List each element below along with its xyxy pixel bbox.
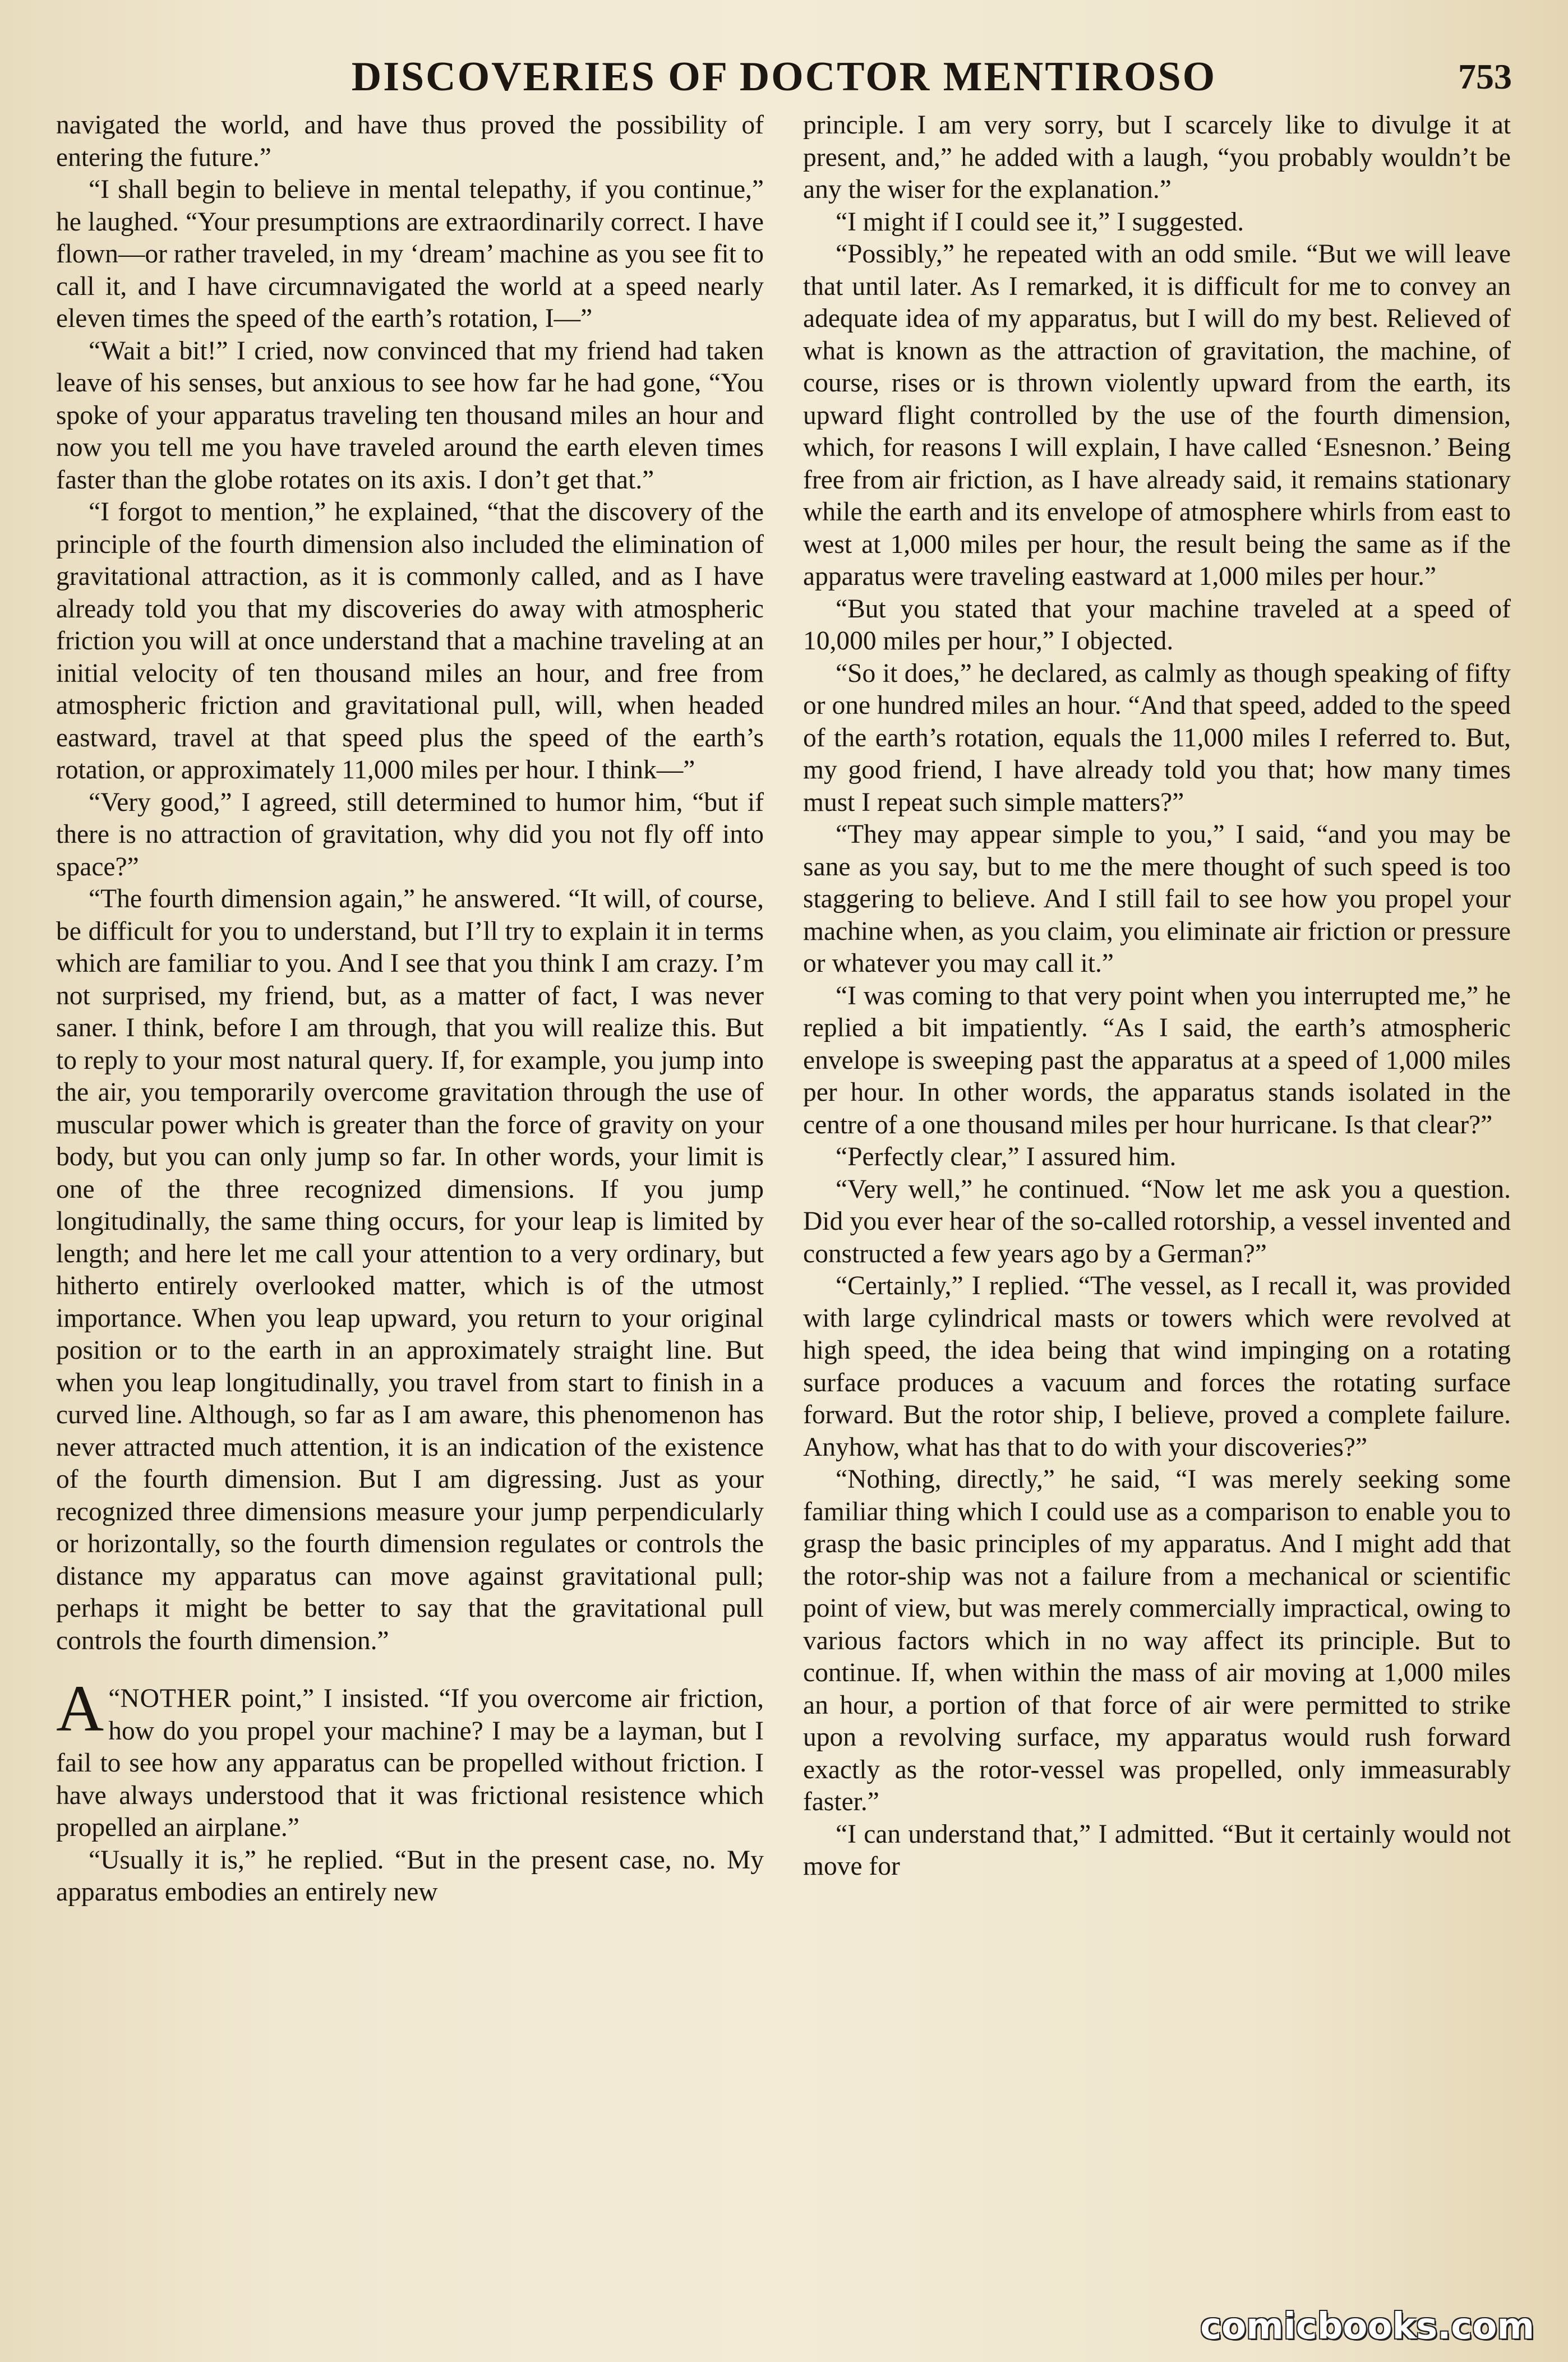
- paragraph: “Perfectly clear,” I assured him.: [836, 1142, 1177, 1171]
- paragraph: “So it does,” he declared, as calmly as though speaking of fifty or one hundred miles an hour. “And that speed, added to the speed of the earth’s rotation, equals the 11,000 miles I referred to. But, my good friend, I have already told you that; how many times must I repeat such simple matters?”: [803, 658, 1511, 817]
- drop-cap: A: [56, 1672, 104, 1745]
- paragraph: “But you stated that your machine traveled at a speed of 10,000 miles per hour,” I objected.: [803, 594, 1511, 656]
- paragraph: “Certainly,” I replied. “The vessel, as I recall it, was provided with large cylindrical masts or towers which were revolved at high speed, the idea being that wind impinging on a rotating surface produces a vacuum and forces the rotating surface forward. But the rotor ship, I believe, proved a complete failure. Anyhow, what has that to do with your discoveries?”: [803, 1271, 1511, 1462]
- paragraph: “Usually it is,” he replied. “But in the present case, no. My apparatus embodies an entirely new: [56, 1845, 764, 1907]
- paragraph: “The fourth dimension again,” he answered. “It will, of course, be difficult for you to understand, but I’ll try to explain it in terms which are familiar to you. And I see that you think I am crazy. I’m not surprised, my friend, but, as a matter of fact, I was never saner. I think, before I am through, that you will realize this. But to reply to your most natural query. If, for example, you jump into the air, you temporarily overcome gravitation through the use of muscular power which is greater than the force of gravity on your body, but you can only jump so far. In other words, your limit is one of the three recognized dimensions. If you jump longitudinally, the same thing occurs, for your leap is limited by length; and here let me call your attention to a very ordinary, but hitherto entirely overlooked matter, which is of the utmost importance. When you leap upward, you return to your original position or to the earth in an approximately straight line. But when you leap longitudinally, you travel from start to finish in a curved line. Although, so far as I am aware, this phenomenon has never attracted much attention, it is an indication of the existence of the fourth dimension. But I am digressing. Just as your recognized three dimensions measure your jump perpendicularly or horizontally, so the fourth dimension regulates or controls the distance my apparatus can move against gravitational pull; perhaps it might be better to say that the gravitational pull controls the fourth dimension.”: [56, 884, 764, 1655]
- paragraph: navigated the world, and have thus proved the possibility of entering the future.”: [56, 110, 764, 172]
- opening-quote-mark: “: [108, 1684, 121, 1713]
- watermark-logo: comicbooks.com: [1200, 2306, 1534, 2347]
- paragraph: “I forgot to mention,” he explained, “that the discovery of the principle of the fourth dimension also included the elimination of gravitational attraction, as it is commonly called, and as I have already told you that my discoveries do away with atmospheric friction you will at once understand that a machine traveling at an initial velocity of ten thousand miles an hour, and free from atmospheric friction and gravitational pull, will, when headed eastward, travel at that speed plus the speed of the earth’s rotation, or approximately 11,000 miles per hour. I think—”: [56, 497, 764, 785]
- left-text-column: [56, 109, 764, 1909]
- paragraph-text: point,” I insisted. “If you overcome air friction, how do you propel your machine? I may be a layman, but I fail to see how any apparatus can be propelled without friction. I have always understood that it was frictional resistence which propelled an airplane.”: [56, 1684, 764, 1842]
- paragraph: “Possibly,” he repeated with an odd smile. “But we will leave that until later. As I remarked, it is difficult for me to convey an adequate idea of my apparatus, but I will do my best. Relieved of what is known as the attraction of gravitation, the machine, of course, rises or is thrown violently upward from the earth, its upward flight controlled by the use of the fourth dimension, which, for reasons I will explain, I have called ‘Esnesnon.’ Being free from air friction, as I have already said, it remains stationary while the earth and its envelope of atmosphere whirls from east to west at 1,000 miles per hour, the result being the same as if the apparatus were traveling eastward at 1,000 miles per hour.”: [803, 239, 1511, 591]
- paragraph: “Very good,” I agreed, still determined to humor him, “but if there is no attraction of gravitation, why did you not fly off into space?”: [56, 787, 764, 882]
- paragraph: “I shall begin to believe in mental telepathy, if you continue,” he laughed. “Your presumptions are extraordinarily correct. I have flown—or rather traveled, in my ‘dream’ machine as you see fit to call it, and I have circumnavigated the world at a speed nearly eleven times the speed of the earth’s rotation, I—”: [56, 175, 764, 333]
- page-number: 753: [1458, 57, 1512, 96]
- page-header: [0, 46, 1568, 108]
- paragraph: “Nothing, directly,” he said, “I was merely seeking some familiar thing which I could use as a comparison to enable you to grasp the basic principles of my apparatus. And I might add that the rotor-ship was not a failure from a mechanical or scientific point of view, but was merely commercially impractical, owing to various factors which in no way affect its principle. But to continue. If, when within the mass of air moving at 1,000 miles an hour, a portion of that force of air were permitted to strike upon a revolving surface, my apparatus would rush forward exactly as the rotor-vessel was propelled, only immeasurably faster.”: [803, 1465, 1511, 1816]
- small-caps-lead: NOTHER: [120, 1684, 232, 1713]
- right-text-column: [803, 109, 1511, 1883]
- paragraph: “Very well,” he continued. “Now let me ask you a question. Did you ever hear of the so-called rotorship, a vessel invented and constructed a few years ago by a German?”: [803, 1174, 1511, 1268]
- running-title: DISCOVERIES OF DOCTOR MENTIROSO: [351, 54, 1217, 100]
- section-opening-paragraph: [56, 1672, 764, 1844]
- paragraph: “I might if I could see it,” I suggested.: [836, 207, 1244, 237]
- paragraph: “Wait a bit!” I cried, now convinced that my friend had taken leave of his senses, but anxious to see how far he had gone, “You spoke of your apparatus traveling ten thousand miles an hour and now you tell me you have traveled around the earth eleven times faster than the globe rotates on its axis. I don’t get that.”: [56, 336, 764, 495]
- paragraph: “They may appear simple to you,” I said, “and you may be sane as you say, but to me the mere thought of such speed is too staggering to believe. And I still fail to see how you propel your machine when, as you claim, you eliminate air friction or pressure or whatever you may call it.”: [803, 820, 1511, 978]
- paragraph: “I can understand that,” I admitted. “But it certainly would not move for: [803, 1819, 1511, 1881]
- paragraph: principle. I am very sorry, but I scarcely like to divulge it at present, and,” he added with a laugh, “you probably wouldn’t be any the wiser for the explanation.”: [803, 110, 1511, 204]
- paragraph: “I was coming to that very point when you interrupted me,” he replied a bit impatiently. “As I said, the earth’s atmospheric envelope is sweeping past the apparatus at a speed of 1,000 miles per hour. In other words, the apparatus stands isolated in the centre of a one thousand miles per hour hurricane. Is that clear?”: [803, 981, 1511, 1140]
